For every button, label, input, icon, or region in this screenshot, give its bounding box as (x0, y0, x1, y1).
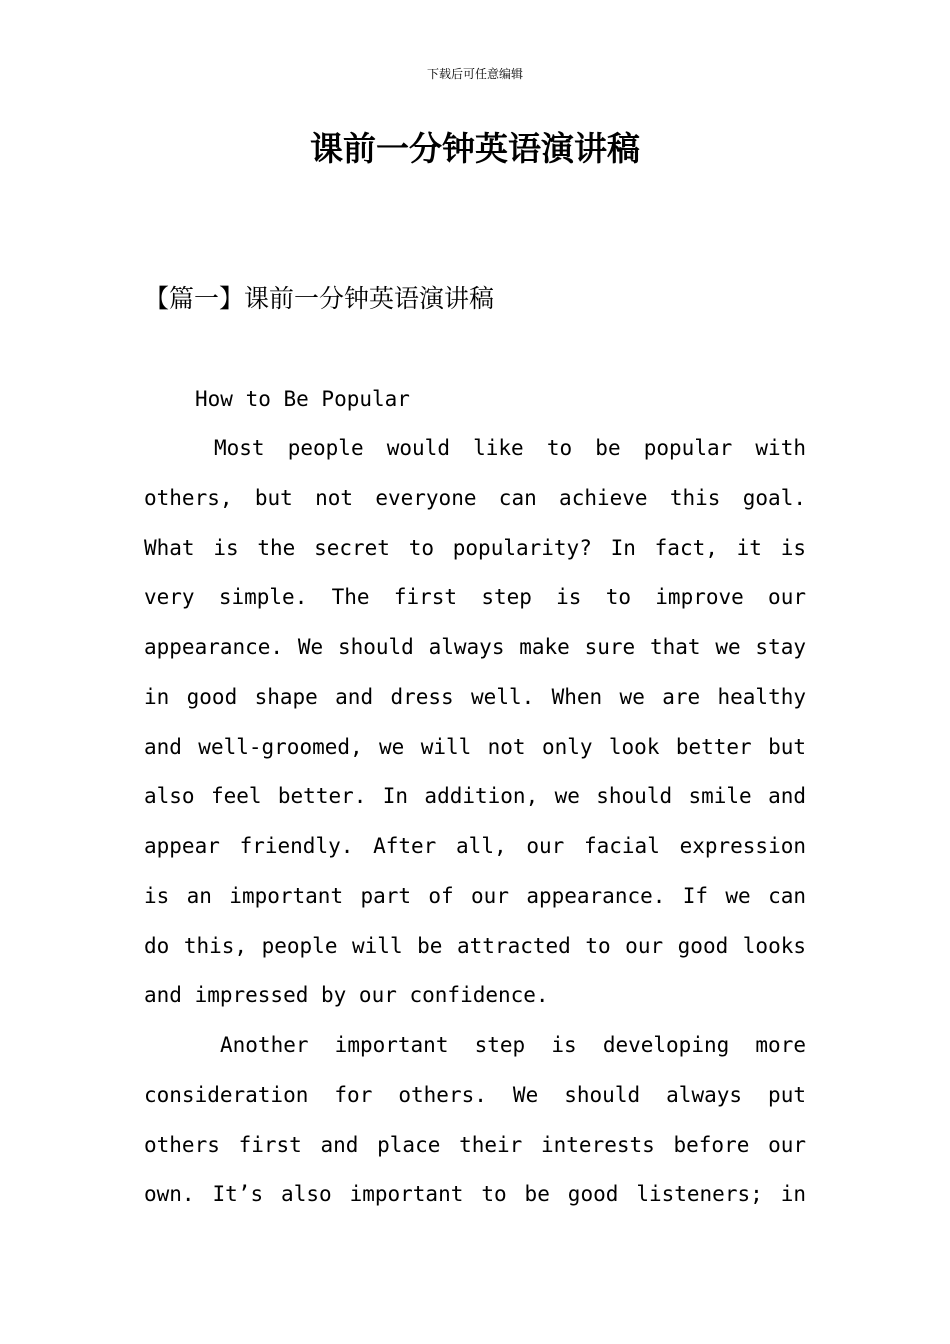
section-heading: 【篇一】课前一分钟英语演讲稿 (144, 284, 495, 313)
paragraph-line: is an important part of our appearance. If we can (144, 883, 806, 908)
paragraph-line: very simple. The first step is to improve our (144, 585, 806, 610)
essay-title: How to Be Popular (195, 387, 410, 411)
paragraph-line: What is the secret to popularity? In fact, it is (144, 535, 806, 560)
paragraph-line: appear friendly. After all, our facial expression (144, 834, 806, 858)
paragraph-line: Most people would like to be popular with (214, 436, 806, 460)
paragraph-line: and impressed by our confidence. (144, 983, 549, 1008)
paragraph-line: appearance. We should always make sure that we stay (144, 635, 806, 659)
paragraph-line: also feel better. In addition, we should smile and (144, 784, 806, 809)
paragraph-line: own. It’s also important to be good listeners; in (144, 1182, 806, 1207)
paragraph-line: consideration for others. We should always put (144, 1082, 806, 1107)
header-note: 下载后可任意编辑 (426, 67, 523, 81)
paragraph-line: in good shape and dress well. When we are healthy (144, 684, 806, 709)
paragraph-line: Another important step is developing more (220, 1033, 806, 1057)
paragraph-line: do this, people will be attracted to our good looks (144, 933, 806, 958)
paragraph-line: and well-groomed, we will not only look better but (144, 734, 806, 759)
paragraph-line: others, but not everyone can achieve this goal. (144, 485, 806, 510)
paragraph-line: others first and place their interests before our (144, 1132, 806, 1157)
paragraph-2 (144, 1021, 806, 1220)
paragraph-1 (144, 424, 806, 1021)
document-title: 课前一分钟英语演讲稿 (310, 129, 640, 168)
